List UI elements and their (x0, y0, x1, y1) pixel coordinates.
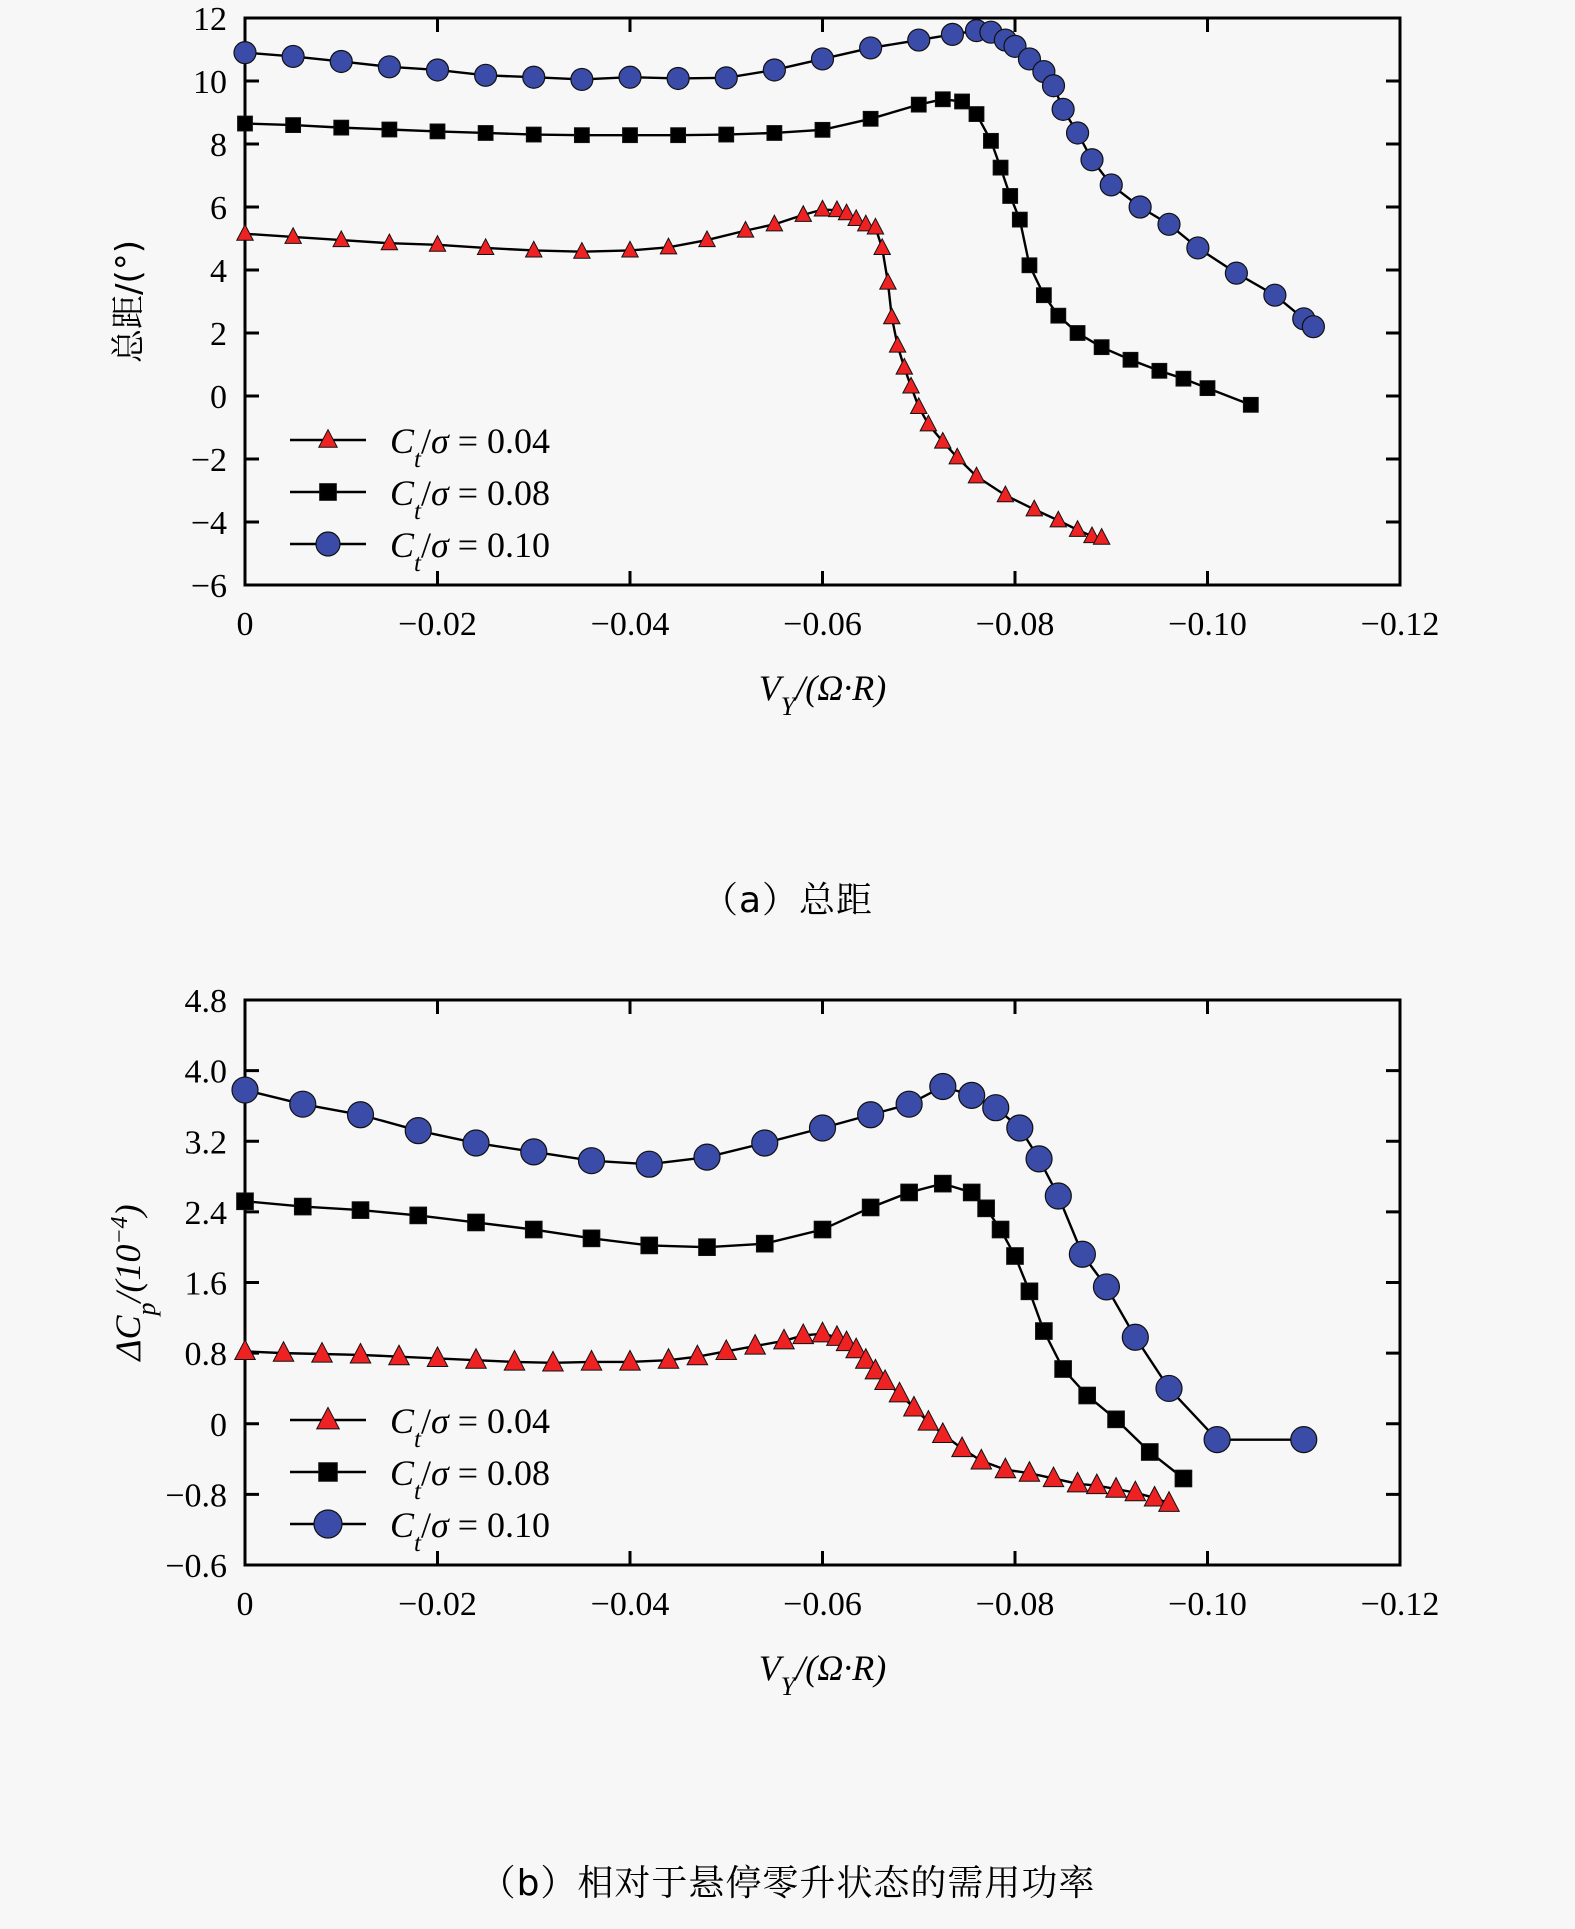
series-marker (1045, 1183, 1071, 1209)
chart-b-svg (0, 955, 1575, 1845)
svg-text:ΔCp/(10−4): $\Delta C_p/(10^{-4})$ (107, 1204, 161, 1361)
y-tick-label: 0 (210, 379, 227, 416)
series-marker (1225, 262, 1247, 284)
y-tick-label: 2.4 (184, 1194, 227, 1232)
svg-text:VY/(Ω·R): $V_Y/(\Omega\cdot R)$ (758, 668, 887, 721)
series-marker (282, 45, 304, 67)
series-marker (1100, 174, 1122, 196)
series-marker (430, 124, 445, 139)
y-tick-label: 0.8 (184, 1336, 227, 1374)
series-marker (911, 97, 926, 112)
x-tick-label: −0.06 (783, 606, 862, 643)
series-marker (238, 116, 253, 131)
series-marker (1081, 149, 1103, 171)
series-marker (1200, 381, 1215, 396)
series-marker (523, 66, 545, 88)
x-tick-label: −0.02 (398, 606, 477, 643)
series-marker (389, 1345, 410, 1365)
series-marker (1043, 75, 1065, 97)
x-tick-label: −0.12 (1360, 606, 1440, 643)
y-tick-label: −2 (190, 442, 227, 479)
series-marker (348, 1102, 374, 1128)
series-marker (312, 1343, 333, 1363)
series-marker (1067, 122, 1089, 144)
legend-marker (319, 1463, 338, 1482)
y-tick-label: 1.6 (184, 1265, 227, 1303)
series-marker (1021, 1283, 1038, 1300)
series-marker (997, 486, 1013, 502)
series-marker (468, 1214, 485, 1231)
series-marker (290, 1091, 316, 1117)
chart-panel-a (0, 0, 1575, 940)
y-tick-label: 10 (193, 64, 227, 101)
series-marker (978, 1200, 995, 1217)
y-axis-label (107, 1204, 161, 1362)
series-marker (752, 1130, 778, 1156)
series-marker (814, 200, 830, 216)
series-marker (814, 1221, 831, 1238)
series-marker (884, 308, 900, 324)
series-marker (294, 1198, 311, 1215)
series-marker (1243, 397, 1258, 412)
series-marker (863, 111, 878, 126)
y-tick-label: 12 (193, 1, 227, 38)
series-marker (1070, 326, 1085, 341)
series-marker (889, 336, 905, 352)
series-marker (504, 1351, 525, 1371)
series-line (245, 99, 1251, 405)
y-tick-label: −4 (190, 505, 227, 542)
series-marker (427, 59, 449, 81)
series-marker (1204, 1427, 1230, 1453)
series-marker (1176, 371, 1191, 386)
y-tick-label: −6 (190, 568, 227, 605)
series-marker (1264, 284, 1286, 306)
series-marker (1007, 1248, 1024, 1265)
series-marker (941, 23, 963, 45)
series-marker (815, 122, 830, 137)
series-marker (901, 1184, 918, 1201)
series-marker (896, 358, 912, 374)
series-marker (969, 107, 984, 122)
series-marker (619, 66, 641, 88)
series-marker (405, 1118, 431, 1144)
x-axis-label (759, 668, 886, 721)
legend-marker (316, 532, 340, 556)
x-tick-label: −0.10 (1168, 606, 1247, 643)
series-marker (1036, 1323, 1053, 1340)
series-marker (382, 122, 397, 137)
series-marker (935, 92, 950, 107)
series-marker (1094, 340, 1109, 355)
series-marker (1187, 237, 1209, 259)
legend-label: $C_t/\sigma = 0.08$ (390, 473, 551, 525)
series-marker (1123, 352, 1138, 367)
series-marker (583, 1230, 600, 1247)
y-tick-label: 4.0 (184, 1053, 227, 1091)
series-marker (983, 1095, 1009, 1121)
x-tick-label: 0 (236, 606, 254, 643)
series-marker (1022, 258, 1037, 273)
y-tick-label: 8 (210, 127, 227, 164)
series-marker (963, 1184, 980, 1201)
series-marker (1036, 288, 1051, 303)
series-marker (862, 1199, 879, 1216)
series-marker (896, 1091, 922, 1117)
series-marker (719, 127, 734, 142)
chart-panel-b (0, 955, 1575, 1929)
x-tick-label: −0.10 (1168, 1586, 1247, 1623)
y-tick-label: 4 (210, 253, 227, 290)
series-marker (475, 64, 497, 86)
series-marker (959, 1082, 985, 1108)
series-marker (579, 1148, 605, 1174)
series-marker (920, 415, 936, 431)
svg-text:VY/(Ω·R): $V_Y/(\Omega\cdot R)$ (758, 1648, 887, 1701)
series-marker (880, 273, 896, 289)
series-marker (232, 1077, 258, 1103)
series-marker (1026, 500, 1042, 516)
series-marker (334, 120, 349, 135)
series-marker (911, 398, 927, 414)
x-tick-label: −0.08 (975, 1586, 1055, 1623)
series-marker (1052, 98, 1074, 120)
series-marker (992, 1221, 1009, 1238)
series-marker (378, 56, 400, 78)
series-marker (234, 42, 256, 64)
legend-marker (319, 430, 337, 448)
x-tick-label: −0.08 (975, 606, 1055, 643)
series-marker (526, 127, 541, 142)
x-tick-label: −0.04 (590, 606, 670, 643)
series-marker (1055, 1361, 1072, 1378)
series-marker (641, 1237, 658, 1254)
series-marker (1012, 212, 1027, 227)
series-marker (427, 1347, 448, 1367)
series-marker (860, 37, 882, 59)
legend-marker (314, 1510, 342, 1538)
series-marker (330, 50, 352, 72)
x-tick-label: −0.06 (783, 1586, 862, 1623)
y-axis-label (109, 240, 149, 363)
y-tick-label: 6 (210, 190, 227, 227)
series-marker (1003, 189, 1018, 204)
series-marker (623, 128, 638, 143)
series-marker (694, 1144, 720, 1170)
legend (290, 421, 550, 577)
series-marker (1302, 316, 1324, 338)
series-marker (478, 126, 493, 141)
series-marker (1122, 1324, 1148, 1350)
series-marker (581, 1351, 602, 1371)
series-marker (858, 1102, 884, 1128)
series-marker (466, 1349, 487, 1369)
series-line (245, 210, 1102, 538)
y-tick-label: −0.8 (165, 1477, 227, 1515)
series-marker (237, 225, 253, 241)
legend-label: $C_t/\sigma = 0.10$ (390, 525, 551, 577)
x-tick-label: −0.12 (1360, 1586, 1440, 1623)
series-marker (543, 1351, 564, 1371)
x-tick-label: 0 (236, 1586, 254, 1623)
series-marker (410, 1207, 427, 1224)
series-marker (273, 1342, 294, 1362)
caption-b: （b）相对于悬停零升状态的需用功率 (479, 1863, 1096, 1904)
svg-text:总距/(°): 总距/(°) (109, 240, 149, 363)
series-marker (1158, 213, 1180, 235)
series-marker (1069, 1241, 1095, 1267)
series-marker (1079, 1387, 1096, 1404)
series-marker (671, 128, 686, 143)
series-marker (767, 126, 782, 141)
y-tick-label: 3.2 (184, 1124, 227, 1162)
series-marker (812, 48, 834, 70)
legend-label: $C_t/\sigma = 0.04$ (390, 1401, 551, 1453)
legend-label: $C_t/\sigma = 0.08$ (390, 1453, 551, 1505)
series-marker (237, 1193, 254, 1210)
series-marker (574, 128, 589, 143)
series-marker (699, 1239, 716, 1256)
series-marker (971, 1449, 992, 1469)
series-marker (286, 118, 301, 133)
series-marker (1069, 521, 1085, 537)
series-marker (984, 133, 999, 148)
series-marker (521, 1139, 547, 1165)
chart-a-svg (0, 0, 1575, 860)
series-marker (1141, 1444, 1158, 1461)
x-tick-label: −0.04 (590, 1586, 670, 1623)
series-marker (1051, 308, 1066, 323)
series-marker (934, 1175, 951, 1192)
series-marker (810, 1115, 836, 1141)
series-marker (952, 1437, 973, 1457)
series-marker (1291, 1427, 1317, 1453)
legend-label: $C_t/\sigma = 0.04$ (390, 421, 551, 473)
y-tick-label: 2 (210, 316, 227, 353)
series-marker (930, 1074, 956, 1100)
series-marker (1129, 196, 1151, 218)
series-marker (1152, 363, 1167, 378)
y-tick-label: −0.6 (165, 1548, 227, 1585)
legend-marker (317, 1407, 340, 1429)
series-marker (955, 94, 970, 109)
series-marker (1108, 1411, 1125, 1428)
series-marker (1175, 1470, 1192, 1487)
series-marker (903, 377, 919, 393)
series-marker (667, 67, 689, 89)
x-axis-label (759, 1648, 886, 1701)
series-marker (352, 1202, 369, 1219)
series-marker (235, 1340, 256, 1360)
series-marker (993, 160, 1008, 175)
series-marker (525, 1221, 542, 1238)
y-tick-label: 4.8 (184, 983, 227, 1020)
series-marker (350, 1343, 371, 1363)
series-marker (756, 1235, 773, 1252)
legend (290, 1401, 550, 1557)
legend-label: $C_t/\sigma = 0.10$ (390, 1505, 551, 1557)
series-marker (763, 59, 785, 81)
y-tick-label: 0 (210, 1406, 227, 1444)
series-marker (1026, 1146, 1052, 1172)
series-marker (1093, 1274, 1119, 1300)
series-marker (1156, 1375, 1182, 1401)
series-marker (908, 29, 930, 51)
x-tick-label: −0.02 (398, 1586, 477, 1623)
series-marker (636, 1151, 662, 1177)
series-marker (715, 67, 737, 89)
series-marker (620, 1351, 641, 1371)
series-marker (463, 1130, 489, 1156)
legend-marker (320, 484, 337, 501)
caption-a: （a）总距 (701, 880, 874, 921)
series-marker (874, 239, 890, 255)
series-marker (1007, 1115, 1033, 1141)
series-marker (571, 68, 593, 90)
